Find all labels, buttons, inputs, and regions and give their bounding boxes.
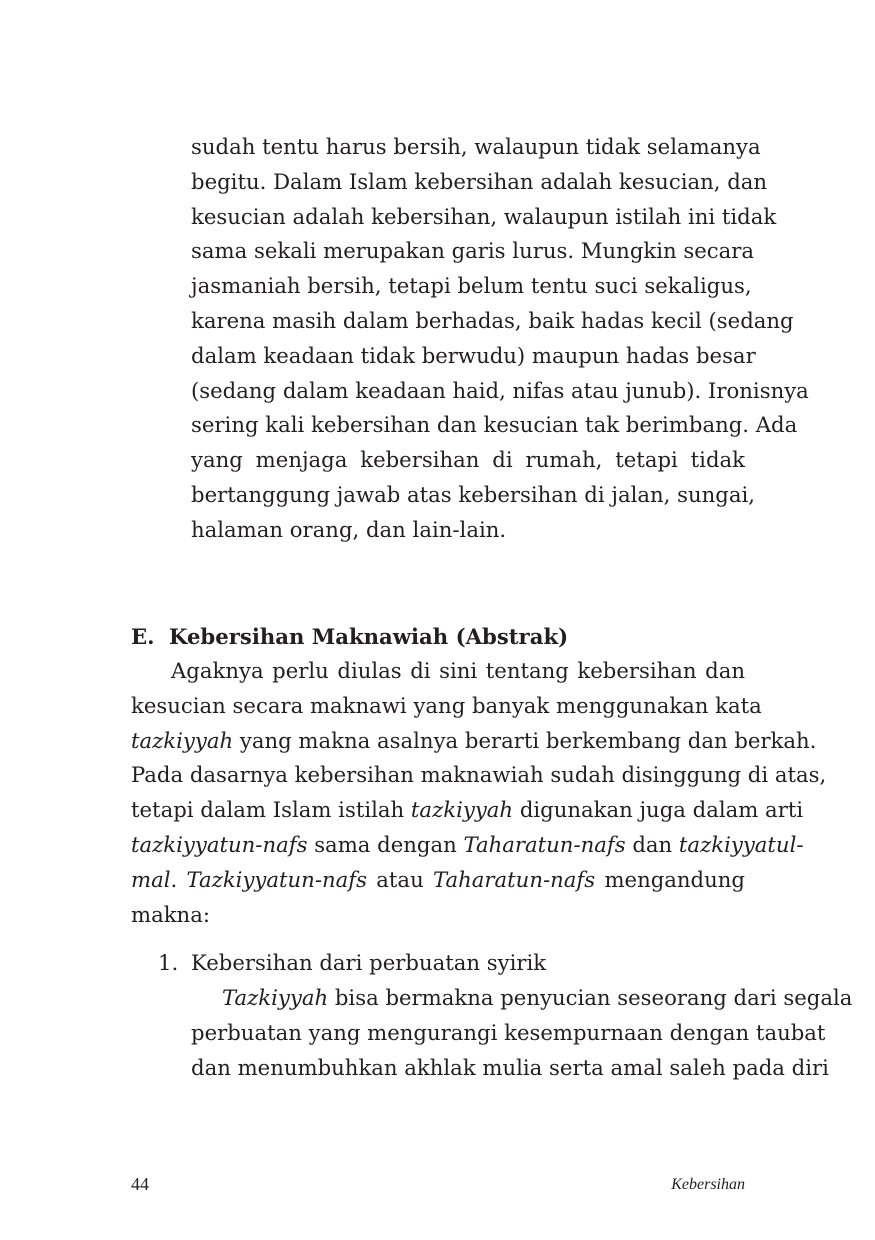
paragraph-line: sudah tentu harus bersih, walaupun tidak selamanya [191, 134, 761, 159]
top-paragraph [191, 130, 809, 548]
paragraph-line: jasmaniah bersih, tetapi belum tentu suci sekaligus, [191, 273, 752, 299]
italic-term: tazkiyyatul- [678, 831, 804, 857]
running-title: Kebersihan [671, 1176, 745, 1193]
italic-term: Taharatun-nafs [433, 866, 596, 892]
paragraph-line: dalam keadaan tidak berwudu) maupun hadas besar [191, 342, 756, 368]
paragraph-line: sama sekali merupakan garis lurus. Mungkin secara [191, 238, 755, 264]
paragraph-line: tetapi dalam Islam istilah tazkiyyah digunakan juga dalam arti [131, 797, 804, 823]
paragraph-line: kesucian adalah kebersihan, walaupun istilah ini tidak [191, 203, 777, 229]
section-title: Kebersihan Maknawiah (Abstrak) [169, 624, 569, 649]
paragraph-line: makna: [131, 901, 210, 927]
section-heading [131, 620, 568, 654]
page-number: 44 [131, 1174, 149, 1194]
section-paragraph [131, 654, 827, 932]
italic-term: tazkiyyah [410, 797, 514, 823]
paragraph-line: tazkiyyatun-nafs sama dengan Taharatun-nafs dan tazkiyyatul- [131, 831, 804, 857]
paragraph-line: halaman orang, dan lain-lain. [191, 516, 507, 542]
paragraph-line: karena masih dalam berhadas, baik hadas kecil (sedang [191, 307, 794, 333]
italic-term: Tazkiyyah [222, 985, 329, 1010]
paragraph-line: perbuatan yang mengurangi kesempurnaan dengan taubat [191, 1019, 826, 1045]
italic-term: tazkiyyatun-nafs [131, 831, 308, 857]
paragraph-line: Agaknya perlu diulas di sini tentang kebersihan dan [171, 658, 745, 683]
italic-term: Taharatun-nafs [463, 831, 626, 857]
section-letter: E. [131, 624, 155, 649]
list-item [158, 946, 546, 980]
paragraph-line: Pada dasarnya kebersihan maknawiah sudah disinggung di atas, [131, 762, 827, 788]
paragraph-line: bertanggung jawab atas kebersihan di jalan, sungai, [191, 481, 755, 507]
paragraph-line: Tazkiyyah bisa bermakna penyucian seseorang dari segala [222, 985, 853, 1010]
list-label: Kebersihan dari perbuatan syirik [191, 950, 547, 975]
italic-term: tazkiyyah [131, 727, 234, 753]
list-item-paragraph [191, 981, 853, 1085]
list-number: 1. [158, 950, 179, 975]
italic-term: Tazkiyyatun-nafs [186, 866, 367, 892]
paragraph-line: dan menumbuhkan akhlak mulia serta amal saleh pada diri [191, 1054, 829, 1080]
paragraph-line: mal. Tazkiyyatun-nafs atau Taharatun-nafs mengandung [131, 866, 745, 892]
paragraph-line: sering kali kebersihan dan kesucian tak berimbang. Ada [191, 412, 798, 438]
paragraph-line: kesucian secara maknawi yang banyak menggunakan kata [131, 692, 762, 718]
paragraph-line: tazkiyyah yang makna asalnya berarti berkembang dan berkah. [131, 727, 817, 753]
italic-term: mal [131, 866, 171, 892]
paragraph-line: begitu. Dalam Islam kebersihan adalah kesucian, dan [191, 168, 768, 194]
paragraph-line: (sedang dalam keadaan haid, nifas atau junub). Ironisnya [191, 377, 809, 403]
paragraph-line: yang menjaga kebersihan di rumah, tetapi tidak [191, 447, 745, 473]
